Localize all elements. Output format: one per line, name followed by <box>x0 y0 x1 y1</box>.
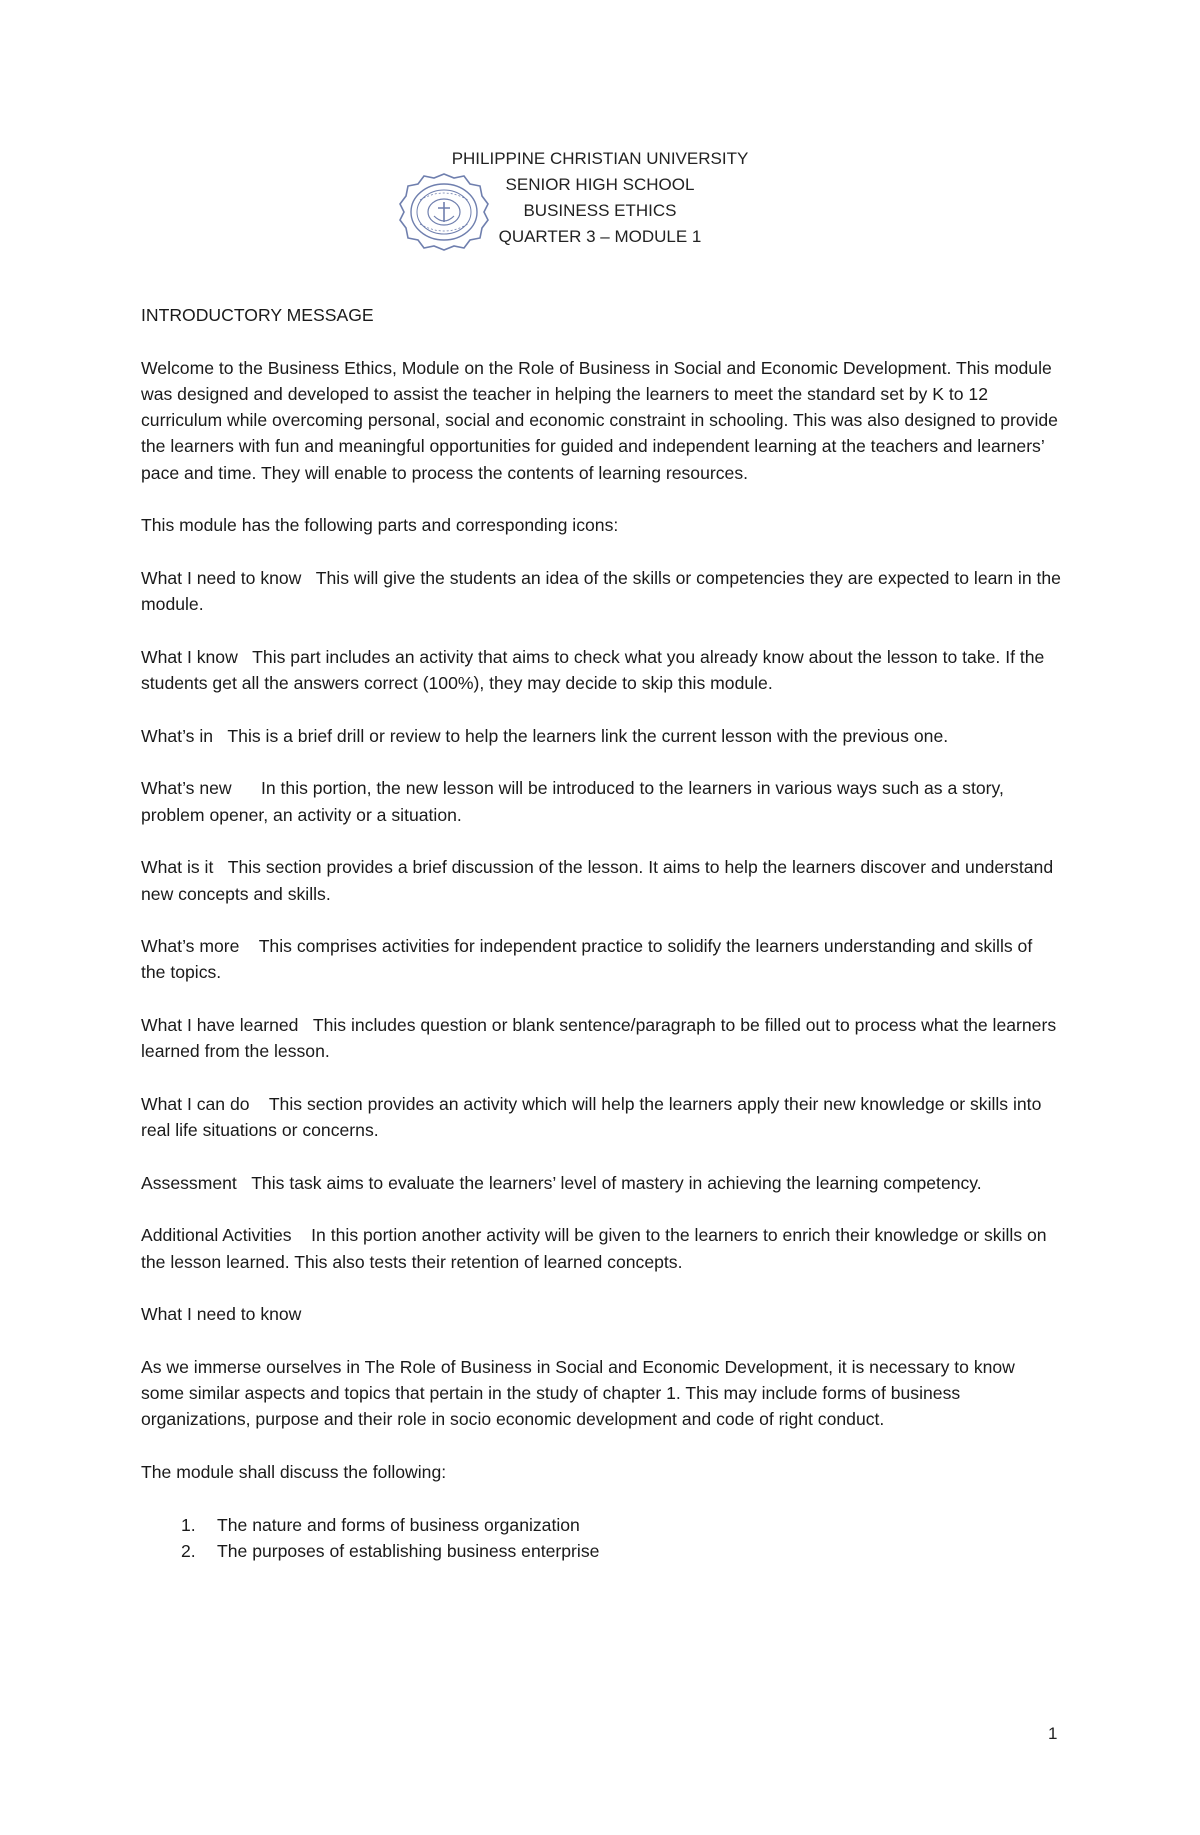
part-term: What I need to know <box>141 567 302 588</box>
part-description: This includes question or blank sentence/paragraph to be filled out to process what the learners learned from the lesson. <box>141 1015 1057 1062</box>
welcome-paragraph: Welcome to the Business Ethics, Module on the Role of Business in Social and Economic Development. This module was designed and developed to assist the teacher in helping the learners to meet the standard set by K to 12 curriculum while overcoming personal, social and economic constraint in schooling. This was also designed to provide the learners with fun and meaningful opportunities for guided and independent learning at the teachers and learners’ pace and time. They will enable to process the contents of learning resources. <box>141 357 1058 483</box>
part-what-is-it <box>141 854 1061 907</box>
part-term: Additional Activities <box>141 1225 292 1246</box>
school-name: SENIOR HIGH SCHOOL <box>505 175 695 194</box>
list-item-text: The purposes of establishing business enterprise <box>217 1540 600 1561</box>
part-description: This is a brief drill or review to help the learners link the current lesson with the previous one. <box>227 725 949 746</box>
university-name: PHILIPPINE CHRISTIAN UNIVERSITY <box>451 149 749 168</box>
part-description: This task aims to evaluate the learners’ level of mastery in achieving the learning competency. <box>251 1172 982 1193</box>
part-term: What’s in <box>141 725 214 746</box>
part-what-i-have-learned <box>141 1012 1061 1065</box>
part-whats-new <box>141 775 1061 828</box>
part-description: This section provides a brief discussion of the lesson. It aims to help the learners discover and understand new concepts and skills. <box>141 857 1054 904</box>
list-item-number: 2. <box>181 1540 196 1561</box>
part-whats-in <box>141 723 1061 749</box>
part-description: This section provides an activity which will help the learners apply their new knowledge or skills into real life situations or concerns. <box>141 1093 1042 1141</box>
part-term: What’s more <box>141 936 240 957</box>
part-description: This will give the students an idea of the skills or competencies they are expected to learn in the module. <box>141 567 1061 615</box>
part-assessment <box>141 1170 1061 1196</box>
page-number: 1 <box>1048 1724 1058 1743</box>
list-item-number: 1. <box>181 1514 196 1535</box>
need-to-know-heading: What I need to know <box>141 1304 302 1325</box>
subject-name: BUSINESS ETHICS <box>523 201 677 220</box>
part-what-i-can-do <box>141 1091 1061 1144</box>
list-intro: The module shall discuss the following: <box>141 1462 447 1483</box>
list-item <box>141 1538 1061 1564</box>
part-term: What I can do <box>141 1093 250 1114</box>
part-term: What I know <box>141 646 238 667</box>
part-description: This part includes an activity that aims to check what you already know about the lesson to take. If the students get all the answers correct (100%), they may decide to skip this module. <box>141 646 1045 694</box>
part-description: In this portion another activity will be given to the learners to enrich their knowledge or skills on the lesson learned. This also tests their retention of learned concepts. <box>141 1225 1047 1272</box>
module-label: QUARTER 3 – MODULE 1 <box>498 227 702 246</box>
part-term: What is it <box>141 857 214 878</box>
part-description: In this portion, the new lesson will be introduced to the learners in various ways such as a story, problem opener, an activity or a situation. <box>141 778 1004 825</box>
part-term: What’s new <box>141 778 232 799</box>
part-additional-activities <box>141 1222 1061 1275</box>
topics-list <box>141 1512 1061 1565</box>
header-text-block <box>440 146 760 250</box>
need-to-know-paragraph: As we immerse ourselves in The Role of Business in Social and Economic Development, it is necessary to know some similar aspects and topics that pertain in the study of chapter 1. This may include forms of business organizations, purpose and their role in socio economic development and code of right conduct. <box>141 1356 1015 1430</box>
part-what-i-need-to-know <box>141 565 1061 618</box>
part-whats-more <box>141 933 1061 986</box>
list-item <box>141 1512 1061 1538</box>
part-what-i-know <box>141 644 1061 697</box>
intro-heading: INTRODUCTORY MESSAGE <box>141 305 374 325</box>
parts-intro-paragraph: This module has the following parts and corresponding icons: <box>141 515 619 536</box>
part-term: Assessment <box>141 1172 237 1193</box>
part-description: This comprises activities for independent practice to solidify the learners understanding and skills of the topics. <box>141 936 1033 983</box>
part-term: What I have learned <box>141 1015 299 1036</box>
list-item-text: The nature and forms of business organization <box>217 1514 580 1535</box>
document-body <box>141 302 1061 1564</box>
